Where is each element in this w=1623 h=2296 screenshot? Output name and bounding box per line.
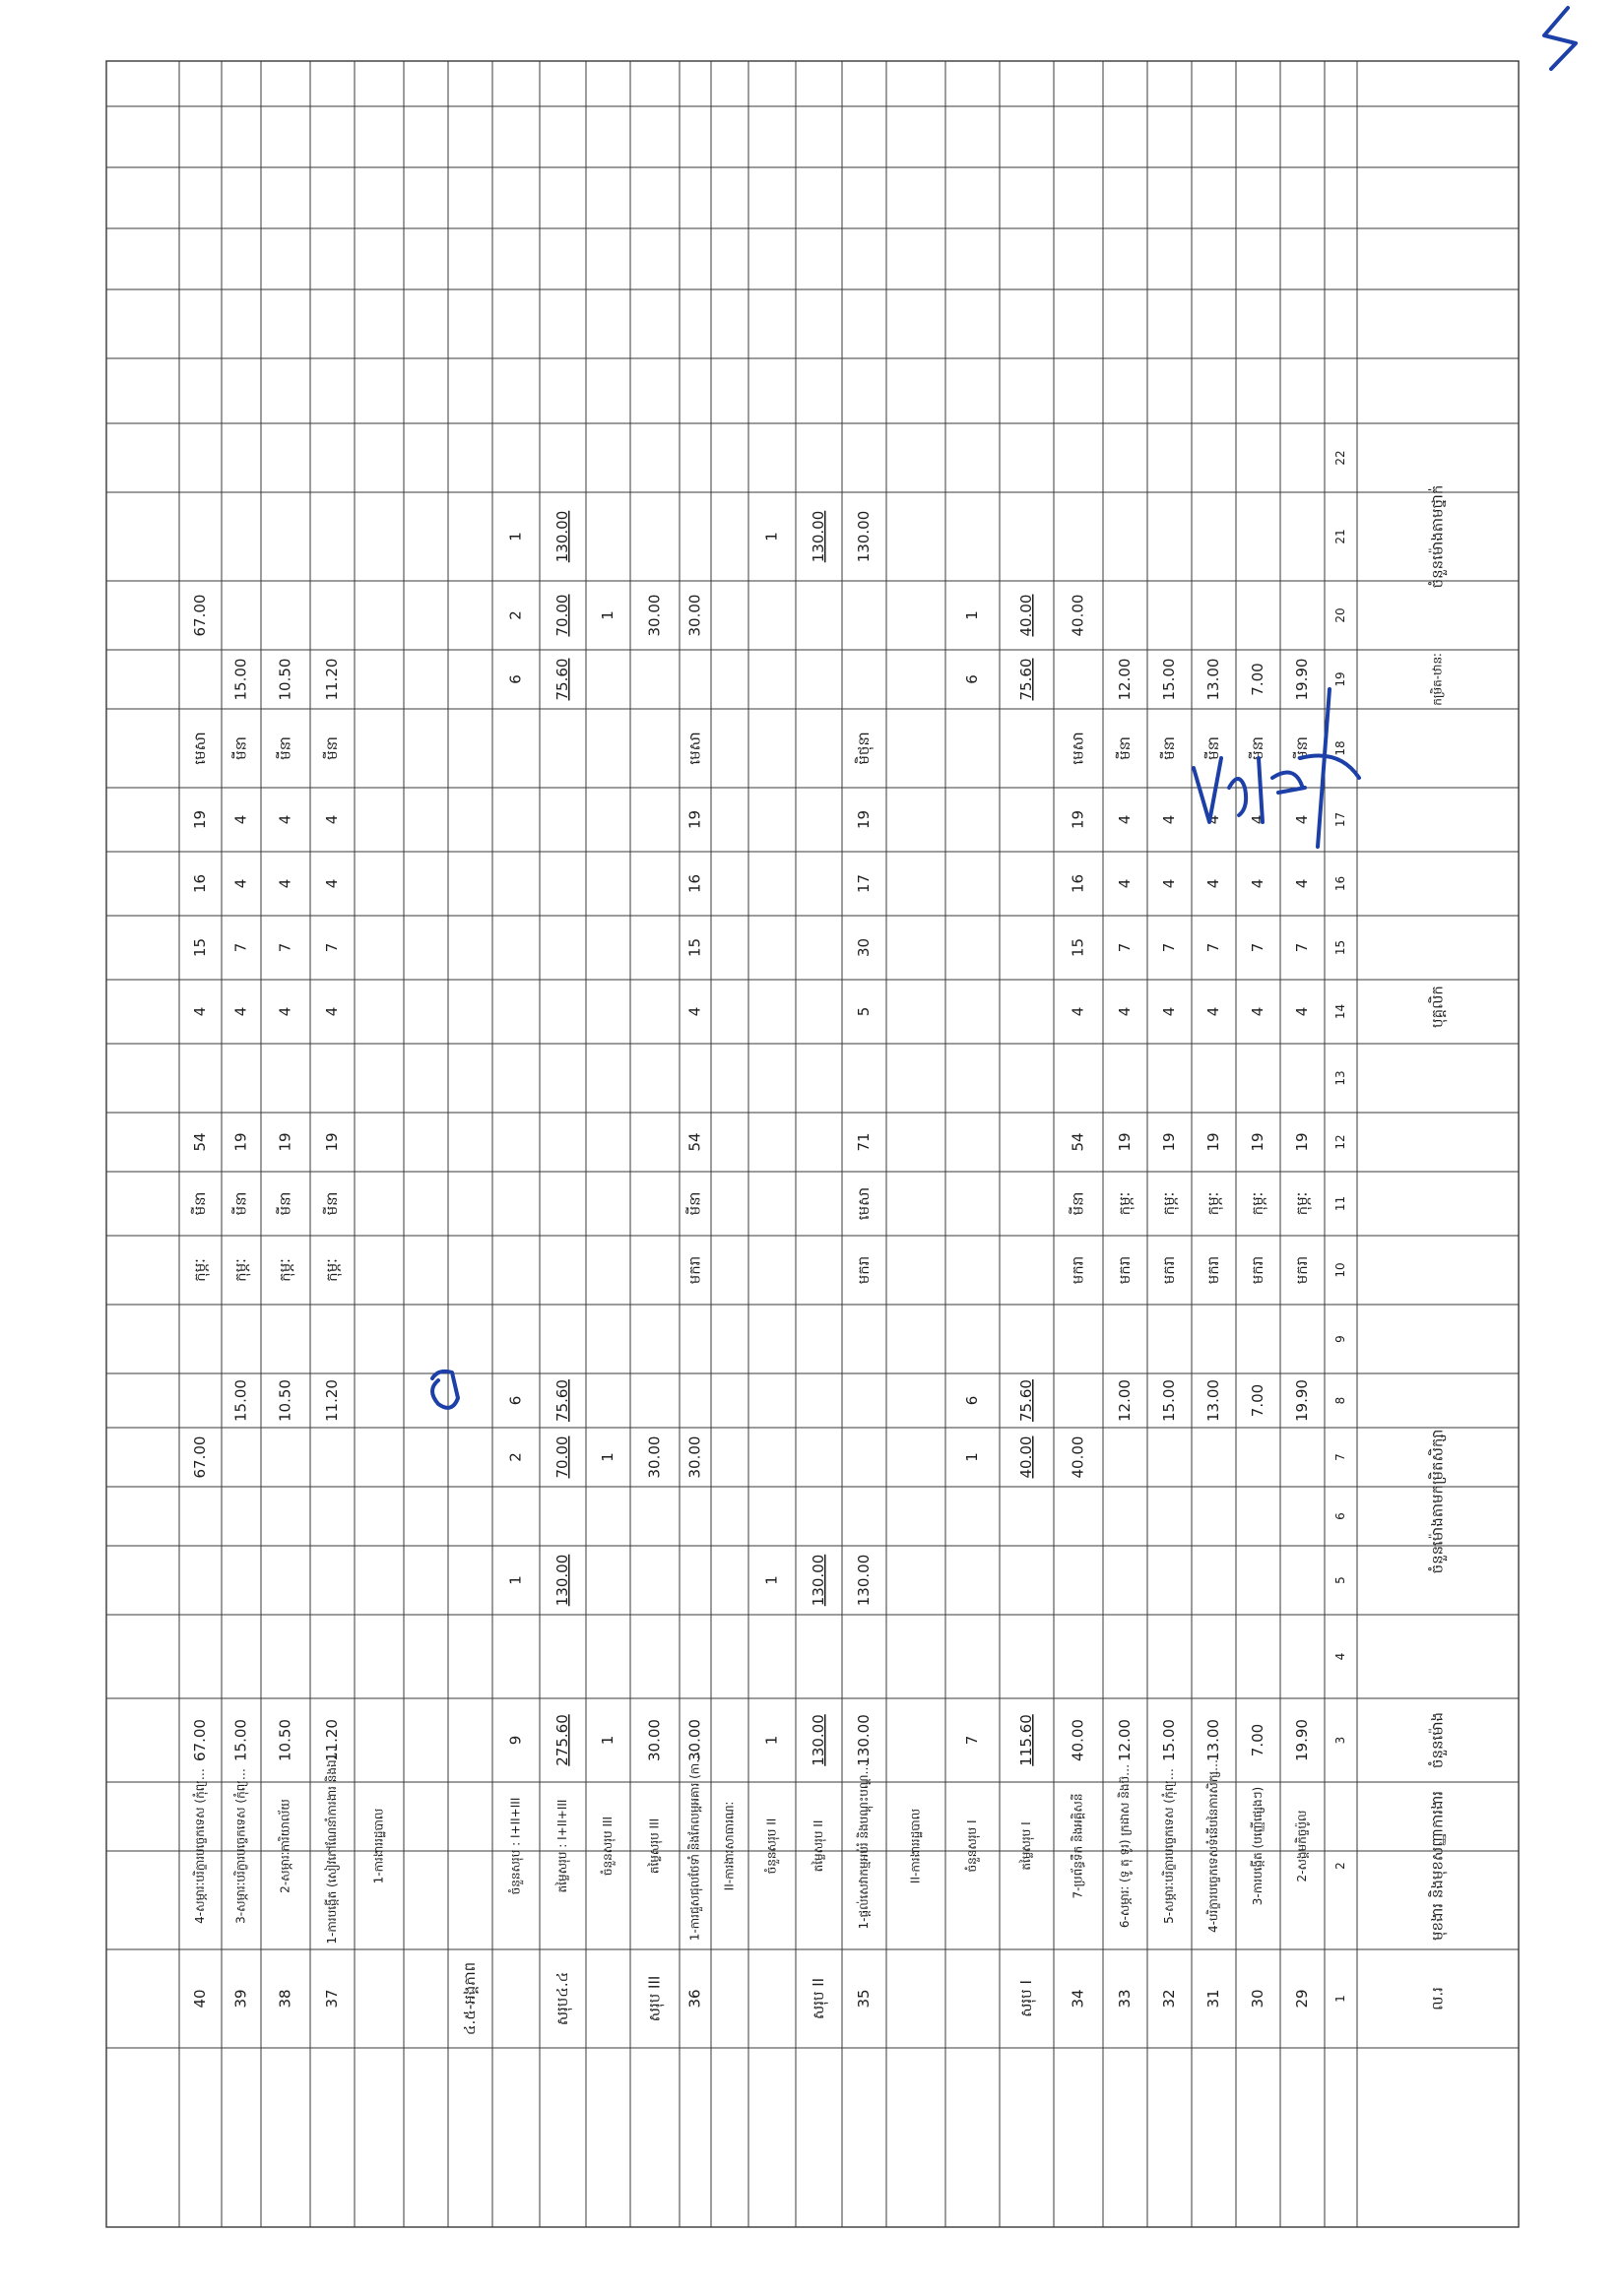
row-number: 38 <box>276 1989 294 2009</box>
row-cell-c15: 15 <box>1069 937 1087 958</box>
row-cell-c19: 15.00 <box>231 658 250 701</box>
header-no: ល.រ <box>1428 1987 1447 2010</box>
row-description: 1-ការងាររដ្ឋបាល <box>371 1808 386 1884</box>
row-cell-c11: មីនា <box>1069 1191 1087 1216</box>
header-group-hours: ចំនួនម៉ោងតាមកម្រិតសិក្សា <box>1428 1429 1447 1574</box>
header-col-number: 3 <box>1333 1736 1347 1745</box>
row-cell-c11: មីនា <box>231 1191 250 1216</box>
row-description: តម្លៃសរុប II <box>812 1819 825 1873</box>
row-cell-c19: 19.90 <box>1293 658 1311 701</box>
row-number: 29 <box>1293 1989 1311 2009</box>
row-cell-c14: 4 <box>1204 1006 1222 1017</box>
row-cell-c16: 4 <box>1160 878 1178 889</box>
row-description: 2-សម្ភារៈការិយាល័យ <box>278 1799 292 1893</box>
row-cell-c15: 7 <box>231 942 250 953</box>
row-total: 12.00 <box>1116 1719 1134 1761</box>
row-number: សរុប I <box>1017 1980 1035 2017</box>
row-cell-c5: 130.00 <box>810 1554 827 1607</box>
header-col-number: 14 <box>1333 1003 1347 1020</box>
header-col-number: 1 <box>1333 1995 1347 2003</box>
row-cell-c12: 19 <box>276 1132 294 1152</box>
header-col-number: 11 <box>1333 1195 1347 1212</box>
row-cell-c10: កុម្ភៈ <box>191 1258 209 1282</box>
row-cell-c18: មិថុនា <box>855 732 873 765</box>
header-col-number: 17 <box>1333 811 1347 828</box>
row-cell-c15: 7 <box>323 942 341 953</box>
corner-check-mark <box>1544 8 1576 69</box>
header-col-number: 15 <box>1333 939 1347 956</box>
row-cell-c19: 10.50 <box>276 658 294 701</box>
row-cell-c7: 67.00 <box>191 1435 209 1479</box>
row-cell-c5: 1 <box>506 1575 525 1585</box>
row-cell-c20: 70.00 <box>553 594 571 637</box>
row-cell-c17: 4 <box>1249 814 1266 825</box>
row-cell-c5: 130.00 <box>855 1554 873 1607</box>
header-col-number: 9 <box>1333 1335 1347 1343</box>
row-cell-c14: 4 <box>323 1006 341 1017</box>
row-cell-c18: មីនា <box>1249 736 1266 760</box>
row-cell-c16: 4 <box>1204 878 1222 889</box>
row-number: សរុប៤.៤ <box>553 1971 571 2026</box>
row-cell-c15: 7 <box>276 942 294 953</box>
row-total: 7.00 <box>1249 1723 1266 1757</box>
row-number: សរុប II <box>810 1977 827 2020</box>
row-cell-c10: កុម្ភៈ <box>231 1258 250 1282</box>
row-description: ចំនួនសរុប III <box>601 1816 615 1877</box>
row-description: 1-ការបង្កើត (សៀវភៅណែនាំការងារ និងឯ… <box>325 1748 339 1945</box>
row-cell-c17: 4 <box>1293 814 1311 825</box>
row-cell-c15: 7 <box>1116 942 1134 953</box>
row-total: 15.00 <box>1160 1719 1178 1761</box>
row-cell-c18: មីនា <box>231 736 250 760</box>
initial-mark <box>432 1371 458 1408</box>
row-cell-c18: មេសា <box>1069 732 1087 765</box>
row-cell-c12: 19 <box>323 1132 341 1152</box>
row-cell-c8: 7.00 <box>1249 1383 1266 1418</box>
row-total: 1 <box>599 1735 617 1746</box>
row-cell-c17: 4 <box>231 814 250 825</box>
row-number: 35 <box>855 1989 873 2009</box>
row-cell-c7: 30.00 <box>685 1435 704 1479</box>
row-description: 6-សម្ភារៈ (ទូ តុ ទូរ) ក្រដាស និងប៊… <box>1118 1763 1132 1929</box>
row-cell-c20: 40.00 <box>1017 594 1035 637</box>
row-number: 39 <box>231 1989 250 2009</box>
row-cell-c19: 75.60 <box>553 658 571 701</box>
row-cell-c14: 4 <box>1116 1006 1134 1017</box>
row-cell-c18: មីនា <box>276 736 294 760</box>
row-cell-c7: 70.00 <box>553 1435 571 1479</box>
row-cell-c7: 30.00 <box>645 1435 664 1479</box>
row-cell-c18: មេសា <box>191 732 209 765</box>
row-cell-c16: 4 <box>1116 878 1134 889</box>
row-cell-c5: 1 <box>762 1575 781 1585</box>
row-cell-c14: 4 <box>685 1006 704 1017</box>
row-cell-c10: មករា <box>855 1255 873 1285</box>
row-cell-c8: 6 <box>506 1395 525 1406</box>
row-cell-c10: កុម្ភៈ <box>276 1258 294 1282</box>
row-cell-c11: មីនា <box>323 1191 341 1216</box>
row-cell-c8: 75.60 <box>553 1379 571 1422</box>
row-cell-c11: មីនា <box>191 1191 209 1216</box>
header-col-number: 18 <box>1333 740 1347 756</box>
row-cell-c15: 7 <box>1160 942 1178 953</box>
row-cell-c19: 15.00 <box>1160 658 1178 701</box>
row-number: 34 <box>1069 1989 1087 2009</box>
row-number: 33 <box>1116 1989 1134 2009</box>
row-cell-c18: មីនា <box>323 736 341 760</box>
row-cell-c12: 19 <box>1204 1132 1222 1152</box>
row-cell-c17: 4 <box>323 814 341 825</box>
row-cell-c7: 1 <box>599 1452 617 1462</box>
row-description: II-ការងាររដ្ឋបាល <box>908 1808 923 1884</box>
row-cell-c14: 4 <box>191 1006 209 1017</box>
row-cell-c20: 30.00 <box>685 594 704 637</box>
row-cell-c11: មីនា <box>685 1191 704 1216</box>
row-cell-c21: 130.00 <box>553 510 571 563</box>
row-description: ចំនួនសរុប II <box>764 1818 779 1875</box>
row-number: ៤.៥-អង្គភាព <box>461 1961 479 2036</box>
header-col-number: 5 <box>1333 1576 1347 1584</box>
row-cell-c16: 16 <box>685 873 704 894</box>
header-group-staff: បុគ្គលិក <box>1428 986 1447 1028</box>
row-total: 7 <box>963 1735 981 1746</box>
row-cell-c11: កុម្ភៈ <box>1249 1191 1266 1216</box>
row-cell-c10: មករា <box>1160 1255 1178 1285</box>
row-number: 40 <box>191 1989 209 2009</box>
row-total: 115.60 <box>1017 1714 1035 1766</box>
row-cell-c15: 7 <box>1293 942 1311 953</box>
row-cell-c19: 6 <box>963 674 981 684</box>
row-cell-c11: កុម្ភៈ <box>1293 1191 1311 1216</box>
header-col-number: 21 <box>1333 529 1347 544</box>
row-cell-c7: 40.00 <box>1069 1435 1087 1479</box>
row-cell-c15: 7 <box>1249 942 1266 953</box>
header-col-number: 2 <box>1333 1862 1347 1870</box>
row-cell-c7: 2 <box>506 1452 525 1462</box>
row-cell-c5: 130.00 <box>553 1554 571 1607</box>
row-cell-c12: 19 <box>231 1132 250 1152</box>
row-total: 130.00 <box>810 1714 827 1766</box>
row-cell-c8: 13.00 <box>1204 1379 1222 1422</box>
row-cell-c15: 15 <box>685 937 704 958</box>
row-number: 37 <box>323 1989 341 2009</box>
row-description: 4-សម្ភារៈបរិក្ខារបច្ចេកទេស (កុំព្យ… <box>193 1768 207 1924</box>
row-cell-c16: 4 <box>1293 878 1311 889</box>
row-cell-c8: 75.60 <box>1017 1379 1035 1422</box>
header-col-number: 6 <box>1333 1512 1347 1520</box>
row-description: 3-ការបង្កើត (បញ្ញើផ្សេងៗ) <box>1251 1786 1265 1906</box>
row-number: 36 <box>685 1989 704 2009</box>
row-number: 30 <box>1249 1989 1266 2009</box>
row-total: 10.50 <box>276 1719 294 1761</box>
row-cell-c12: 19 <box>1160 1132 1178 1152</box>
row-number: 32 <box>1160 1989 1178 2009</box>
row-cell-c16: 4 <box>231 878 250 889</box>
row-cell-c10: មករា <box>685 1255 704 1285</box>
row-cell-c19: 75.60 <box>1017 658 1035 701</box>
row-cell-c12: 54 <box>191 1132 209 1152</box>
row-cell-c8: 12.00 <box>1116 1379 1134 1422</box>
row-cell-c21: 130.00 <box>855 510 873 563</box>
row-description: ចំនួនសរុប : I+II+III <box>508 1797 523 1895</box>
row-cell-c11: មីនា <box>276 1191 294 1216</box>
row-cell-c8: 15.00 <box>1160 1379 1178 1422</box>
row-cell-c16: 4 <box>323 878 341 889</box>
row-cell-c20: 30.00 <box>645 594 664 637</box>
row-cell-c12: 71 <box>855 1132 873 1152</box>
row-total: 1 <box>762 1735 781 1746</box>
row-description: 7-ប្រព័ន្ធទឹក និងអគ្គិសនី <box>1071 1793 1085 1899</box>
row-cell-c16: 4 <box>276 878 294 889</box>
row-cell-c14: 5 <box>855 1006 873 1017</box>
row-cell-c16: 17 <box>855 873 873 894</box>
header-col-number: 7 <box>1333 1453 1347 1461</box>
row-total: 67.00 <box>191 1719 209 1761</box>
row-cell-c18: មេសា <box>685 732 704 765</box>
row-cell-c8: 11.20 <box>323 1379 341 1422</box>
row-cell-c10: មករា <box>1293 1255 1311 1285</box>
table-cells <box>190 450 1448 2035</box>
row-cell-c18: មីនា <box>1116 736 1134 760</box>
row-cell-c12: 19 <box>1249 1132 1266 1152</box>
row-cell-c17: 19 <box>855 809 873 830</box>
row-cell-c20: 40.00 <box>1069 594 1087 637</box>
row-cell-c19: 13.00 <box>1204 658 1222 701</box>
row-cell-c10: មករា <box>1069 1255 1087 1285</box>
row-description: 4-បរិក្ខារបច្ចេកទេសទំនើបនៃការសិក្ស… <box>1206 1758 1220 1934</box>
row-cell-c20: 2 <box>506 610 525 620</box>
row-number: សរុប III <box>645 1975 664 2022</box>
row-cell-c21: 1 <box>762 532 781 542</box>
row-cell-c16: 4 <box>1249 878 1266 889</box>
row-cell-c19: 12.00 <box>1116 658 1134 701</box>
row-cell-c12: 19 <box>1116 1132 1134 1152</box>
row-total: 11.20 <box>323 1719 341 1761</box>
row-cell-c14: 4 <box>1069 1006 1087 1017</box>
header-col-number: 20 <box>1333 607 1347 623</box>
row-cell-c18: មីនា <box>1160 736 1178 760</box>
header-total: ចំនួនម៉ោង <box>1428 1711 1447 1769</box>
header-col-number: 8 <box>1333 1396 1347 1405</box>
header-col-number: 13 <box>1333 1070 1347 1086</box>
row-cell-c12: 54 <box>1069 1132 1087 1152</box>
row-cell-c14: 4 <box>1249 1006 1266 1017</box>
row-cell-c14: 4 <box>276 1006 294 1017</box>
row-cell-c7: 1 <box>963 1452 981 1462</box>
header-group-alloc: ចំនួនម៉ោងតាមថ្នាក់ <box>1428 484 1447 589</box>
row-cell-c10: កុម្ភៈ <box>323 1258 341 1282</box>
row-description: II-ការងារសាធារណៈ <box>722 1801 737 1891</box>
row-cell-c17: 19 <box>191 809 209 830</box>
header-col-number: 12 <box>1333 1134 1347 1150</box>
row-total: 30.00 <box>645 1719 664 1761</box>
row-total: 130.00 <box>855 1714 873 1766</box>
row-cell-c16: 16 <box>191 873 209 894</box>
row-cell-c20: 1 <box>963 610 981 620</box>
row-cell-c19: 7.00 <box>1249 663 1266 696</box>
row-total: 30.00 <box>685 1719 704 1761</box>
row-cell-c11: កុម្ភៈ <box>1204 1191 1222 1216</box>
row-cell-c17: 4 <box>1160 814 1178 825</box>
row-total: 13.00 <box>1204 1719 1222 1761</box>
row-description: 5-សម្ភារៈបរិក្ខារបច្ចេកទេស (កុំព្យ… <box>1162 1768 1176 1924</box>
row-cell-c8: 6 <box>963 1395 981 1406</box>
row-description: 1-ផ្តល់សេវាកម្មអប់រំ និងបណ្តុះបណ្ត… <box>857 1762 871 1930</box>
row-cell-c17: 4 <box>1116 814 1134 825</box>
row-cell-c8: 10.50 <box>276 1379 294 1422</box>
header-col-number: 22 <box>1333 450 1347 466</box>
row-cell-c10: មករា <box>1116 1255 1134 1285</box>
row-description: 1-ការជួសជុលថែទាំ និងកែលម្អអគារ (កា… <box>687 1751 702 1942</box>
row-cell-c14: 4 <box>231 1006 250 1017</box>
row-cell-c12: 19 <box>1293 1132 1311 1152</box>
row-cell-c14: 4 <box>1160 1006 1178 1017</box>
row-description: 2-សង្គមកិច្ចប៉ូល <box>1295 1810 1309 1882</box>
row-total: 40.00 <box>1069 1719 1087 1761</box>
row-number: 31 <box>1204 1989 1222 2009</box>
row-cell-c21: 130.00 <box>810 510 827 563</box>
row-cell-c14: 4 <box>1293 1006 1311 1017</box>
row-cell-c7: 40.00 <box>1017 1435 1035 1479</box>
row-cell-c15: 30 <box>855 937 873 958</box>
row-cell-c18: មីនា <box>1293 736 1311 760</box>
row-cell-c17: 4 <box>276 814 294 825</box>
row-total: 15.00 <box>231 1719 250 1761</box>
row-description: តម្លៃសរុប I <box>1019 1821 1033 1871</box>
row-cell-c11: កុម្ភៈ <box>1160 1191 1178 1216</box>
row-cell-c20: 67.00 <box>191 594 209 637</box>
row-cell-c19: 11.20 <box>323 658 341 701</box>
row-cell-c11: កុម្ភៈ <box>1116 1191 1134 1216</box>
row-total: 275.60 <box>553 1714 571 1766</box>
row-cell-c19: 6 <box>506 674 525 684</box>
row-description: ចំនួនសរុប I <box>965 1819 979 1873</box>
row-cell-c8: 19.90 <box>1293 1379 1311 1422</box>
row-cell-c15: 7 <box>1204 942 1222 953</box>
row-cell-c17: 19 <box>1069 809 1087 830</box>
row-cell-c15: 15 <box>191 937 209 958</box>
header-desc: មុខងារ និងមុខសញ្ញាការងារ <box>1428 1790 1447 1942</box>
row-cell-c17: 19 <box>685 809 704 830</box>
row-cell-c10: មករា <box>1249 1255 1266 1285</box>
header-group-post: កម្រិត-ឋានៈ <box>1430 653 1445 706</box>
row-total: 9 <box>506 1735 525 1746</box>
header-col-number: 4 <box>1333 1652 1347 1661</box>
row-cell-c17: 4 <box>1204 814 1222 825</box>
row-cell-c11: មេសា <box>855 1186 873 1221</box>
row-description: តម្លៃសរុប III <box>647 1818 662 1875</box>
header-col-number: 19 <box>1333 671 1347 687</box>
row-cell-c12: 54 <box>685 1132 704 1152</box>
row-total: 19.90 <box>1293 1719 1311 1761</box>
header-col-number: 16 <box>1333 875 1347 892</box>
header-col-number: 10 <box>1333 1262 1347 1278</box>
row-cell-c16: 16 <box>1069 873 1087 894</box>
row-cell-c21: 1 <box>506 532 525 542</box>
row-cell-c8: 15.00 <box>231 1379 250 1422</box>
row-description: តម្លៃសរុប : I+II+III <box>555 1799 569 1893</box>
row-description: 3-សម្ភារៈបរិក្ខារបច្ចេកទេស (កុំព្យ… <box>233 1768 248 1924</box>
row-cell-c18: មីនា <box>1204 736 1222 760</box>
row-cell-c10: មករា <box>1204 1255 1222 1285</box>
row-cell-c20: 1 <box>599 610 617 620</box>
